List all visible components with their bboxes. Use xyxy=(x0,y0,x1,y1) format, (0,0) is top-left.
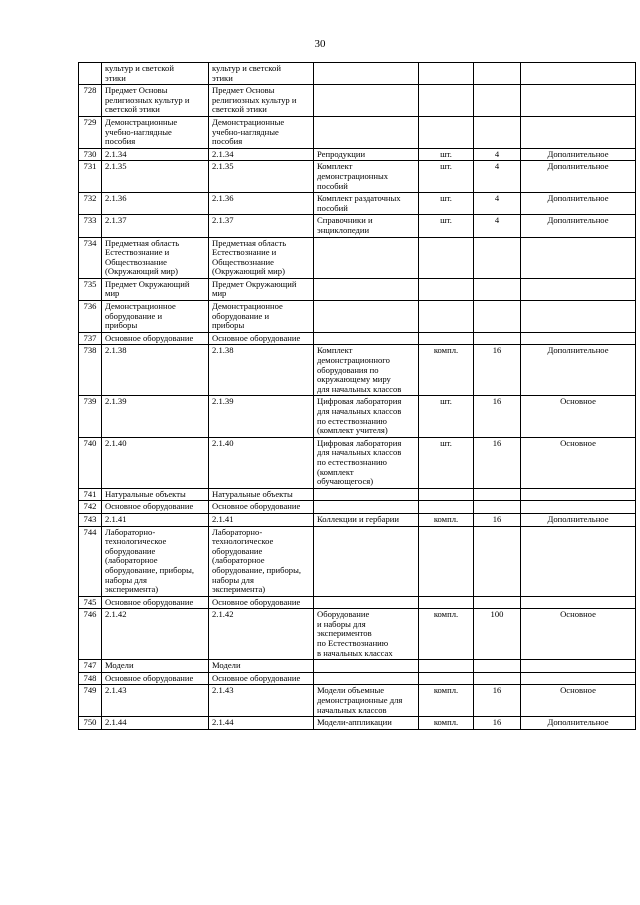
equipment-name xyxy=(314,85,419,117)
row-number: 733 xyxy=(79,215,102,237)
unit-cell: шт. xyxy=(419,148,474,161)
code-cell: Основное оборудование xyxy=(102,501,209,514)
unit-cell xyxy=(419,85,474,117)
equipment-name xyxy=(314,672,419,685)
unit-cell xyxy=(419,526,474,596)
quantity-cell xyxy=(474,526,521,596)
unit-cell xyxy=(419,301,474,333)
type-cell xyxy=(521,526,636,596)
row-number: 747 xyxy=(79,660,102,673)
unit-cell: компл. xyxy=(419,685,474,717)
code-cell-duplicate: Натуральные объекты xyxy=(209,488,314,501)
row-number: 732 xyxy=(79,193,102,215)
unit-cell: шт. xyxy=(419,437,474,488)
quantity-cell xyxy=(474,488,521,501)
quantity-cell: 4 xyxy=(474,161,521,193)
code-cell-duplicate: 2.1.34 xyxy=(209,148,314,161)
table-row xyxy=(79,215,636,237)
row-number: 745 xyxy=(79,596,102,609)
unit-cell xyxy=(419,237,474,278)
unit-cell xyxy=(419,596,474,609)
code-cell: Лабораторно- технологическое оборудование (лабораторное оборудование, приборы, наборы для эксперимента) xyxy=(102,526,209,596)
row-number: 741 xyxy=(79,488,102,501)
equipment-name: Модели объемные демонстрационные для начальных классов xyxy=(314,685,419,717)
code-cell: 2.1.39 xyxy=(102,396,209,437)
code-cell: Предмет Окружающий мир xyxy=(102,278,209,300)
unit-cell xyxy=(419,63,474,85)
equipment-name: Оборудование и наборы для экспериментов по Естествознанию в начальных классах xyxy=(314,609,419,660)
equipment-name: Цифровая лаборатория для начальных классов по естествознанию (комплект обучающегося) xyxy=(314,437,419,488)
type-cell xyxy=(521,63,636,85)
type-cell: Основное xyxy=(521,685,636,717)
code-cell: 2.1.37 xyxy=(102,215,209,237)
code-cell: Основное оборудование xyxy=(102,672,209,685)
quantity-cell xyxy=(474,672,521,685)
code-cell: 2.1.42 xyxy=(102,609,209,660)
table-row xyxy=(79,685,636,717)
code-cell-duplicate: 2.1.42 xyxy=(209,609,314,660)
table-row xyxy=(79,148,636,161)
row-number: 736 xyxy=(79,301,102,333)
equipment-name xyxy=(314,501,419,514)
type-cell: Дополнительное xyxy=(521,148,636,161)
page-number: 30 xyxy=(314,38,326,50)
unit-cell xyxy=(419,672,474,685)
type-cell: Дополнительное xyxy=(521,215,636,237)
type-cell: Дополнительное xyxy=(521,345,636,396)
table-row xyxy=(79,63,636,85)
unit-cell xyxy=(419,501,474,514)
table-row xyxy=(79,501,636,514)
table-row xyxy=(79,396,636,437)
row-number: 750 xyxy=(79,717,102,730)
code-cell-duplicate: 2.1.39 xyxy=(209,396,314,437)
code-cell-duplicate: культур и светской этики xyxy=(209,63,314,85)
type-cell: Основное xyxy=(521,609,636,660)
unit-cell xyxy=(419,660,474,673)
equipment-name: Коллекции и гербарии xyxy=(314,513,419,526)
quantity-cell xyxy=(474,116,521,148)
code-cell-duplicate: Предмет Основы религиозных культур и светской этики xyxy=(209,85,314,117)
unit-cell: шт. xyxy=(419,193,474,215)
table-row xyxy=(79,161,636,193)
code-cell-duplicate: 2.1.36 xyxy=(209,193,314,215)
unit-cell: шт. xyxy=(419,215,474,237)
table-row xyxy=(79,116,636,148)
equipment-name: Репродукции xyxy=(314,148,419,161)
table-row xyxy=(79,237,636,278)
equipment-name xyxy=(314,526,419,596)
row-number xyxy=(79,63,102,85)
code-cell-duplicate: Предметная область Естествознание и Обществознание (Окружающий мир) xyxy=(209,237,314,278)
quantity-cell: 4 xyxy=(474,148,521,161)
unit-cell xyxy=(419,278,474,300)
quantity-cell: 16 xyxy=(474,685,521,717)
type-cell xyxy=(521,672,636,685)
code-cell-duplicate: Основное оборудование xyxy=(209,332,314,345)
code-cell-duplicate: Основное оборудование xyxy=(209,501,314,514)
type-cell xyxy=(521,85,636,117)
type-cell xyxy=(521,488,636,501)
row-number: 742 xyxy=(79,501,102,514)
row-number: 748 xyxy=(79,672,102,685)
row-number: 729 xyxy=(79,116,102,148)
table-row xyxy=(79,332,636,345)
equipment-name xyxy=(314,237,419,278)
code-cell-duplicate: 2.1.44 xyxy=(209,717,314,730)
table-row xyxy=(79,345,636,396)
equipment-name xyxy=(314,63,419,85)
type-cell: Основное xyxy=(521,396,636,437)
type-cell: Дополнительное xyxy=(521,717,636,730)
code-cell: Предметная область Естествознание и Обществознание (Окружающий мир) xyxy=(102,237,209,278)
type-cell: Дополнительное xyxy=(521,161,636,193)
table-row xyxy=(79,672,636,685)
table-row xyxy=(79,437,636,488)
equipment-name xyxy=(314,332,419,345)
table-row xyxy=(79,526,636,596)
code-cell: 2.1.44 xyxy=(102,717,209,730)
code-cell: Основное оборудование xyxy=(102,332,209,345)
row-number: 730 xyxy=(79,148,102,161)
type-cell xyxy=(521,332,636,345)
unit-cell: компл. xyxy=(419,609,474,660)
row-number: 744 xyxy=(79,526,102,596)
quantity-cell xyxy=(474,278,521,300)
type-cell xyxy=(521,278,636,300)
quantity-cell: 16 xyxy=(474,345,521,396)
row-number: 743 xyxy=(79,513,102,526)
equipment-name: Комплект раздаточных пособий xyxy=(314,193,419,215)
code-cell-duplicate: Демонстрационные учебно-наглядные пособия xyxy=(209,116,314,148)
code-cell-duplicate: 2.1.35 xyxy=(209,161,314,193)
code-cell-duplicate: 2.1.37 xyxy=(209,215,314,237)
table-row xyxy=(79,513,636,526)
code-cell: 2.1.40 xyxy=(102,437,209,488)
code-cell: Основное оборудование xyxy=(102,596,209,609)
code-cell-duplicate: 2.1.38 xyxy=(209,345,314,396)
code-cell-duplicate: Основное оборудование xyxy=(209,672,314,685)
equipment-name: Модели-аппликации xyxy=(314,717,419,730)
table-row xyxy=(79,85,636,117)
row-number: 749 xyxy=(79,685,102,717)
table-row xyxy=(79,193,636,215)
quantity-cell: 16 xyxy=(474,396,521,437)
code-cell-duplicate: 2.1.43 xyxy=(209,685,314,717)
type-cell xyxy=(521,116,636,148)
type-cell: Основное xyxy=(521,437,636,488)
quantity-cell xyxy=(474,85,521,117)
code-cell-duplicate: 2.1.41 xyxy=(209,513,314,526)
equipment-name xyxy=(314,301,419,333)
code-cell: Предмет Основы религиозных культур и светской этики xyxy=(102,85,209,117)
table-row xyxy=(79,660,636,673)
equipment-name: Комплект демонстрационного оборудования по окружающему миру для начальных классов xyxy=(314,345,419,396)
quantity-cell: 16 xyxy=(474,717,521,730)
type-cell xyxy=(521,501,636,514)
table-row xyxy=(79,488,636,501)
code-cell: Модели xyxy=(102,660,209,673)
unit-cell: шт. xyxy=(419,161,474,193)
type-cell: Дополнительное xyxy=(521,513,636,526)
row-number: 731 xyxy=(79,161,102,193)
unit-cell: компл. xyxy=(419,717,474,730)
unit-cell: шт. xyxy=(419,396,474,437)
quantity-cell xyxy=(474,332,521,345)
quantity-cell xyxy=(474,501,521,514)
equipment-name xyxy=(314,660,419,673)
quantity-cell: 100 xyxy=(474,609,521,660)
quantity-cell xyxy=(474,237,521,278)
unit-cell: компл. xyxy=(419,513,474,526)
equipment-name: Комплект демонстрационных пособий xyxy=(314,161,419,193)
table-row xyxy=(79,596,636,609)
quantity-cell xyxy=(474,63,521,85)
code-cell: культур и светской этики xyxy=(102,63,209,85)
table-row xyxy=(79,301,636,333)
type-cell xyxy=(521,596,636,609)
code-cell: 2.1.34 xyxy=(102,148,209,161)
row-number: 737 xyxy=(79,332,102,345)
quantity-cell: 4 xyxy=(474,215,521,237)
equipment-name: Справочники и энциклопедии xyxy=(314,215,419,237)
code-cell: 2.1.41 xyxy=(102,513,209,526)
row-number: 734 xyxy=(79,237,102,278)
unit-cell xyxy=(419,332,474,345)
code-cell-duplicate: Модели xyxy=(209,660,314,673)
code-cell-duplicate: Предмет Окружающий мир xyxy=(209,278,314,300)
row-number: 738 xyxy=(79,345,102,396)
code-cell-duplicate: Лабораторно- технологическое оборудование (лабораторное оборудование, приборы, наборы для эксперимента) xyxy=(209,526,314,596)
row-number: 728 xyxy=(79,85,102,117)
code-cell: Натуральные объекты xyxy=(102,488,209,501)
quantity-cell xyxy=(474,596,521,609)
type-cell xyxy=(521,660,636,673)
table-row xyxy=(79,609,636,660)
code-cell: Демонстрационное оборудование и приборы xyxy=(102,301,209,333)
table-row xyxy=(79,717,636,730)
equipment-name: Цифровая лаборатория для начальных классов по естествознанию (комплект учителя) xyxy=(314,396,419,437)
code-cell-duplicate: Демонстрационное оборудование и приборы xyxy=(209,301,314,333)
row-number: 746 xyxy=(79,609,102,660)
unit-cell xyxy=(419,488,474,501)
code-cell: 2.1.36 xyxy=(102,193,209,215)
row-number: 735 xyxy=(79,278,102,300)
code-cell: 2.1.38 xyxy=(102,345,209,396)
quantity-cell: 4 xyxy=(474,193,521,215)
unit-cell xyxy=(419,116,474,148)
table-row xyxy=(79,278,636,300)
type-cell xyxy=(521,237,636,278)
equipment-name xyxy=(314,488,419,501)
quantity-cell xyxy=(474,660,521,673)
unit-cell: компл. xyxy=(419,345,474,396)
row-number: 739 xyxy=(79,396,102,437)
code-cell-duplicate: 2.1.40 xyxy=(209,437,314,488)
code-cell-duplicate: Основное оборудование xyxy=(209,596,314,609)
quantity-cell: 16 xyxy=(474,513,521,526)
equipment-name xyxy=(314,278,419,300)
quantity-cell xyxy=(474,301,521,333)
code-cell: Демонстрационные учебно-наглядные пособия xyxy=(102,116,209,148)
row-number: 740 xyxy=(79,437,102,488)
code-cell: 2.1.35 xyxy=(102,161,209,193)
quantity-cell: 16 xyxy=(474,437,521,488)
equipment-table xyxy=(78,62,636,730)
type-cell: Дополнительное xyxy=(521,193,636,215)
equipment-name xyxy=(314,596,419,609)
equipment-name xyxy=(314,116,419,148)
type-cell xyxy=(521,301,636,333)
code-cell: 2.1.43 xyxy=(102,685,209,717)
